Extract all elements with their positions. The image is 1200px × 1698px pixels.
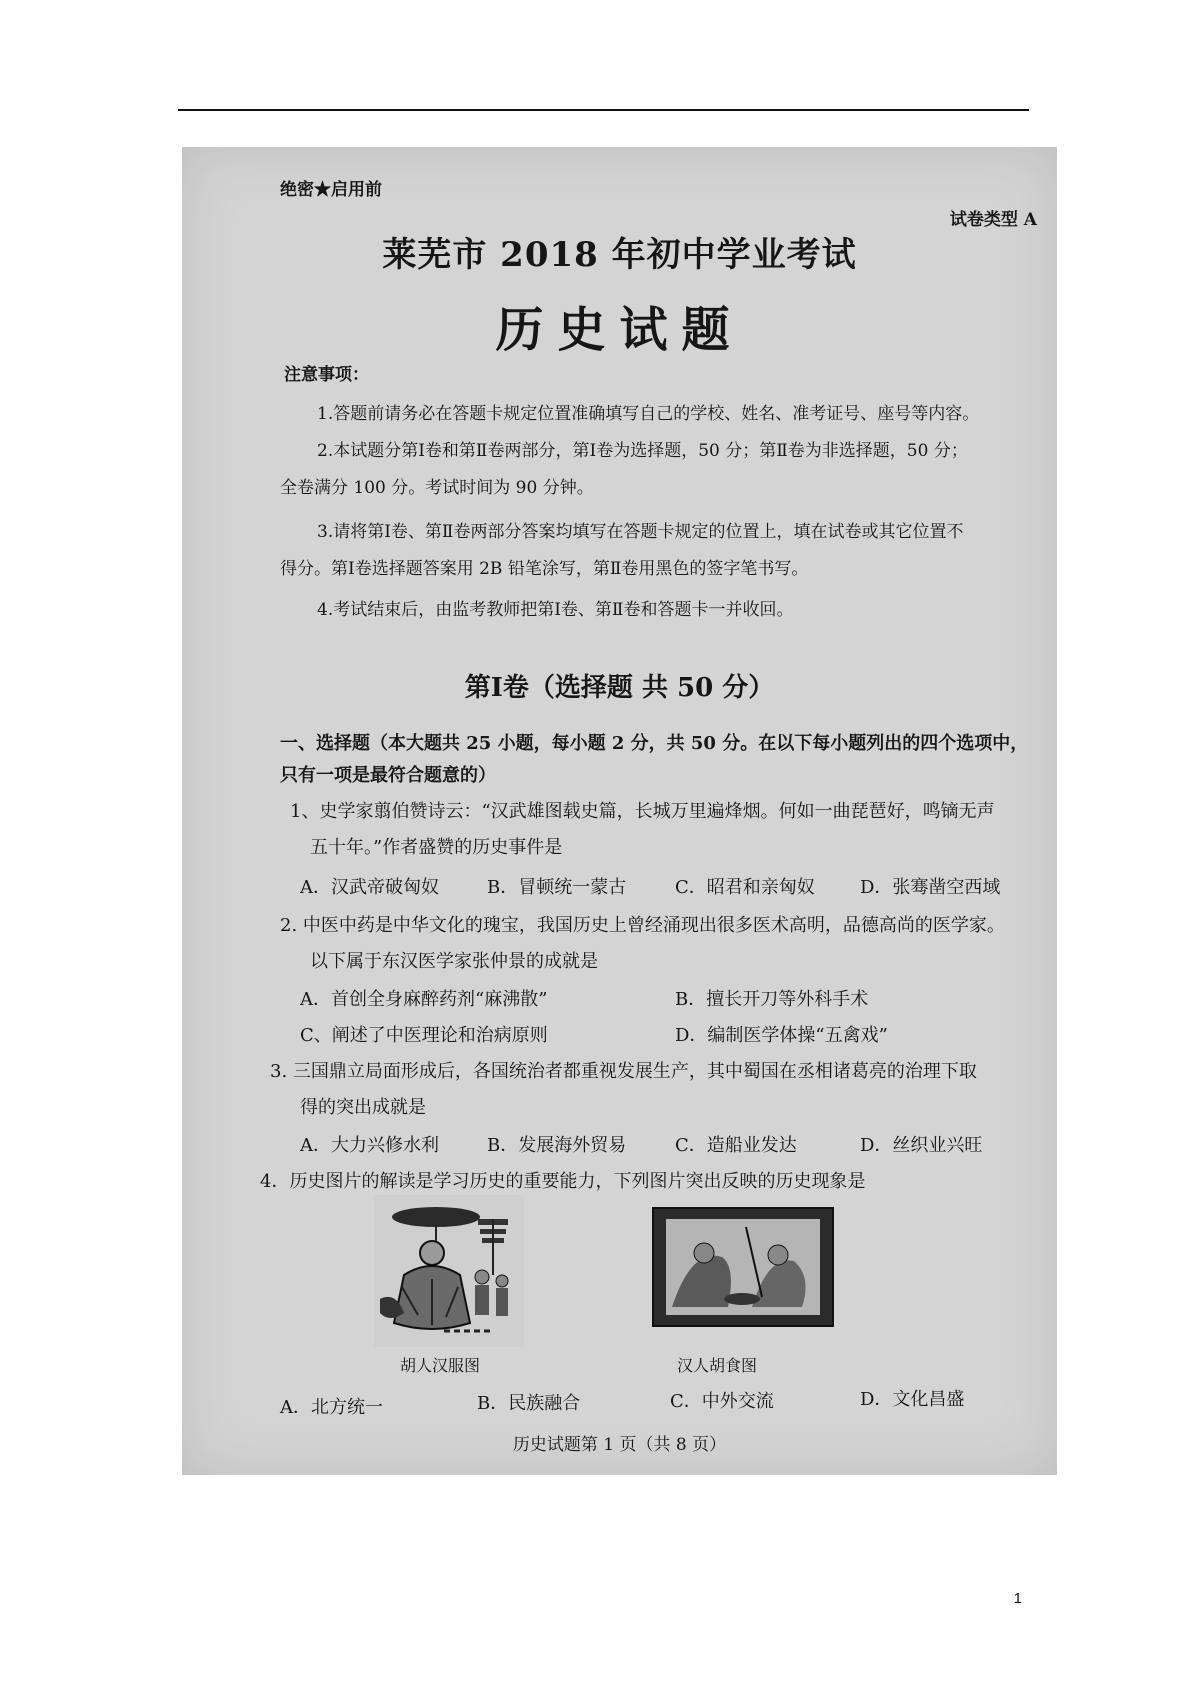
question-2-option-d: D．编制医学体操“五禽戏” <box>675 1025 888 1046</box>
question-1-option-d: D．张骞凿空西域 <box>860 877 1001 898</box>
question-3-option-a: A．大力兴修水利 <box>300 1135 439 1156</box>
question-3-option-d: D．丝织业兴旺 <box>860 1135 983 1156</box>
exam-page-photo <box>182 147 1057 1475</box>
question-3-option-b: B．发展海外贸易 <box>487 1135 627 1156</box>
part-intro-line: 一、选择题（本大题共 25 小题，每小题 2 分，共 50 分。在以下每小题列出的四个选项中， <box>280 733 1029 754</box>
question-4-option-c: C．中外交流 <box>670 1391 774 1412</box>
question-2-option-c: C、阐述了中医理论和治病原则 <box>300 1025 548 1046</box>
notice-line: 1.答题前请务必在答题卡规定位置准确填写自己的学校、姓名、准考证号、座号等内容。 <box>317 404 980 424</box>
notice-line: 4.考试结束后，由监考教师把第Ⅰ卷、第Ⅱ卷和答题卡一并收回。 <box>317 600 794 620</box>
question-2-line: 以下属于东汉医学家张仲景的成就是 <box>310 951 598 972</box>
header-rule <box>178 109 1029 111</box>
question-2-option-b: B．擅长开刀等外科手术 <box>675 989 869 1010</box>
page-footer: 历史试题第 1 页（共 8 页） <box>512 1435 727 1455</box>
notice-heading: 注意事项： <box>284 365 369 385</box>
section-title: 第Ⅰ卷（选择题 共 50 分） <box>464 673 775 703</box>
question-1-option-a: A．汉武帝破匈奴 <box>300 877 439 898</box>
figure-1-caption: 胡人汉服图 <box>400 1356 481 1375</box>
exam-subtitle: 历史试题 <box>495 302 744 358</box>
question-1-line: 五十年。”作者盛赞的历史事件是 <box>310 837 563 858</box>
han-hu-food-figure <box>652 1207 834 1327</box>
question-1-line: 1、史学家翦伯赞诗云：“汉武雄图载史篇，长城万里遍烽烟。何如一曲琵琶好，鸣镝无声 <box>290 801 995 822</box>
part-intro-line: 只有一项是最符合题意的） <box>280 765 496 786</box>
question-4-line: 4．历史图片的解读是学习历史的重要能力，下列图片突出反映的历史现象是 <box>260 1171 866 1192</box>
question-4-option-b: B．民族融合 <box>477 1393 581 1414</box>
confidential-label: 绝密★启用前 <box>280 180 382 200</box>
figure-2-caption: 汉人胡食图 <box>677 1356 758 1375</box>
question-4-option-d: D．文化昌盛 <box>860 1389 965 1410</box>
question-2-line: 2. 中医中药是中华文化的瑰宝，我国历史上曾经涌现出很多医术高明，品德高尚的医学家。 <box>280 915 1005 936</box>
notice-line: 2.本试题分第Ⅰ卷和第Ⅱ卷两部分，第Ⅰ卷为选择题，50 分；第Ⅱ卷为非选择题，50 分； <box>317 441 968 461</box>
paper-type-label: 试卷类型 A <box>949 210 1037 230</box>
question-3-line: 3. 三国鼎立局面形成后，各国统治者都重视发展生产，其中蜀国在丞相诸葛亮的治理下取 <box>270 1061 977 1082</box>
notice-line: 得分。第Ⅰ卷选择题答案用 2B 铅笔涂写，第Ⅱ卷用黑色的签字笔书写。 <box>280 559 809 579</box>
question-1-option-b: B．冒顿统一蒙古 <box>487 877 627 898</box>
question-3-line: 得的突出成就是 <box>300 1097 426 1118</box>
question-3-option-c: C．造船业发达 <box>675 1135 797 1156</box>
question-2-option-a: A．首创全身麻醉药剂“麻沸散” <box>300 989 548 1010</box>
notice-line: 全卷满分 100 分。考试时间为 90 分钟。 <box>280 478 594 498</box>
exam-title: 莱芜市 2018 年初中学业考试 <box>382 235 857 275</box>
hu-han-clothing-figure <box>374 1195 524 1347</box>
question-1-option-c: C．昭君和亲匈奴 <box>675 877 815 898</box>
notice-line: 3.请将第Ⅰ卷、第Ⅱ卷两部分答案均填写在答题卡规定的位置上，填在试卷或其它位置不 <box>317 522 964 542</box>
question-4-option-a: A．北方统一 <box>280 1397 383 1418</box>
page-number: 1 <box>1013 1590 1022 1607</box>
